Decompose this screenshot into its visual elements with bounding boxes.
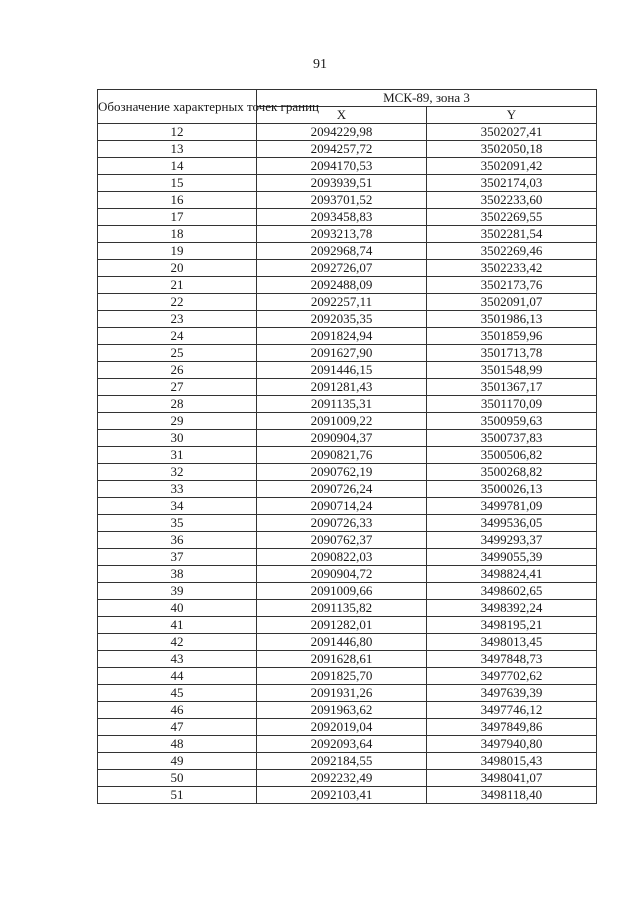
x-coordinate: 2093939,51 [257,175,427,192]
point-number: 21 [98,277,257,294]
y-coordinate: 3500506,82 [427,447,597,464]
y-coordinate: 3500737,83 [427,430,597,447]
y-coordinate: 3502050,18 [427,141,597,158]
y-coordinate: 3502091,42 [427,158,597,175]
x-coordinate: 2091009,66 [257,583,427,600]
coordinates-table [97,89,597,804]
x-coordinate: 2090904,37 [257,430,427,447]
table-row [98,158,597,175]
x-coordinate: 2090822,03 [257,549,427,566]
point-number: 45 [98,685,257,702]
point-number: 24 [98,328,257,345]
x-coordinate: 2094229,98 [257,124,427,141]
point-number: 35 [98,515,257,532]
table-body [98,124,597,804]
x-coordinate: 2090762,19 [257,464,427,481]
y-coordinate: 3501859,96 [427,328,597,345]
point-number: 30 [98,430,257,447]
point-number: 37 [98,549,257,566]
x-coordinate: 2092103,41 [257,787,427,804]
table-row [98,124,597,141]
point-number: 32 [98,464,257,481]
point-number: 51 [98,787,257,804]
table-row [98,736,597,753]
point-number: 20 [98,260,257,277]
table-row [98,498,597,515]
y-coordinate: 3502233,60 [427,192,597,209]
x-coordinate: 2092232,49 [257,770,427,787]
point-number: 29 [98,413,257,430]
table-row [98,379,597,396]
point-number: 28 [98,396,257,413]
point-number: 39 [98,583,257,600]
point-number: 38 [98,566,257,583]
table-row [98,668,597,685]
table-row [98,345,597,362]
x-coordinate: 2090714,24 [257,498,427,515]
x-coordinate: 2092019,04 [257,719,427,736]
y-coordinate: 3499293,37 [427,532,597,549]
y-coordinate: 3498041,07 [427,770,597,787]
x-coordinate: 2091627,90 [257,345,427,362]
table-row [98,532,597,549]
x-coordinate: 2094257,72 [257,141,427,158]
table-header [98,90,597,124]
x-coordinate: 2090821,76 [257,447,427,464]
header-y: Y [427,107,597,124]
point-number: 49 [98,753,257,770]
point-number: 48 [98,736,257,753]
x-coordinate: 2091282,01 [257,617,427,634]
table-row [98,583,597,600]
x-coordinate: 2090762,37 [257,532,427,549]
table-row [98,175,597,192]
point-number: 41 [98,617,257,634]
page-number: 91 [313,57,327,72]
table-row [98,413,597,430]
x-coordinate: 2094170,53 [257,158,427,175]
x-coordinate: 2090904,72 [257,566,427,583]
point-number: 33 [98,481,257,498]
header-coordinate-system: МСК-89, зона 3 [257,90,597,107]
y-coordinate: 3501986,13 [427,311,597,328]
table-row [98,209,597,226]
x-coordinate: 2091824,94 [257,328,427,345]
point-number: 15 [98,175,257,192]
table-row [98,600,597,617]
x-coordinate: 2091135,82 [257,600,427,617]
y-coordinate: 3497746,12 [427,702,597,719]
x-coordinate: 2092726,07 [257,260,427,277]
x-coordinate: 2090726,33 [257,515,427,532]
point-number: 17 [98,209,257,226]
y-coordinate: 3497940,80 [427,736,597,753]
x-coordinate: 2091963,62 [257,702,427,719]
table-row [98,328,597,345]
table-row [98,311,597,328]
x-coordinate: 2091135,31 [257,396,427,413]
x-coordinate: 2092184,55 [257,753,427,770]
y-coordinate: 3498118,40 [427,787,597,804]
x-coordinate: 2091931,26 [257,685,427,702]
point-number: 25 [98,345,257,362]
y-coordinate: 3500959,63 [427,413,597,430]
y-coordinate: 3497639,39 [427,685,597,702]
table-row [98,141,597,158]
point-number: 13 [98,141,257,158]
y-coordinate: 3502269,46 [427,243,597,260]
x-coordinate: 2092488,09 [257,277,427,294]
point-number: 23 [98,311,257,328]
y-coordinate: 3502233,42 [427,260,597,277]
table-row [98,566,597,583]
y-coordinate: 3502174,03 [427,175,597,192]
y-coordinate: 3502027,41 [427,124,597,141]
point-number: 22 [98,294,257,311]
table-row [98,685,597,702]
y-coordinate: 3497702,62 [427,668,597,685]
table-row [98,260,597,277]
x-coordinate: 2091009,22 [257,413,427,430]
point-number: 43 [98,651,257,668]
y-coordinate: 3498824,41 [427,566,597,583]
header-x: X [257,107,427,124]
x-coordinate: 2093458,83 [257,209,427,226]
table-row [98,464,597,481]
table-row [98,617,597,634]
y-coordinate: 3500026,13 [427,481,597,498]
x-coordinate: 2092093,64 [257,736,427,753]
table-row [98,243,597,260]
y-coordinate: 3501170,09 [427,396,597,413]
point-number: 46 [98,702,257,719]
table-row [98,277,597,294]
table-row [98,753,597,770]
table-row [98,481,597,498]
x-coordinate: 2092035,35 [257,311,427,328]
y-coordinate: 3498015,43 [427,753,597,770]
table-row [98,787,597,804]
x-coordinate: 2091281,43 [257,379,427,396]
point-number: 18 [98,226,257,243]
y-coordinate: 3502269,55 [427,209,597,226]
table-row [98,294,597,311]
table-row [98,362,597,379]
point-number: 42 [98,634,257,651]
x-coordinate: 2091628,61 [257,651,427,668]
table-row [98,634,597,651]
point-number: 16 [98,192,257,209]
y-coordinate: 3502281,54 [427,226,597,243]
x-coordinate: 2091446,80 [257,634,427,651]
y-coordinate: 3500268,82 [427,464,597,481]
x-coordinate: 2092257,11 [257,294,427,311]
point-number: 36 [98,532,257,549]
table-row [98,430,597,447]
y-coordinate: 3498013,45 [427,634,597,651]
table-row [98,226,597,243]
point-number: 44 [98,668,257,685]
x-coordinate: 2093701,52 [257,192,427,209]
point-number: 27 [98,379,257,396]
point-number: 14 [98,158,257,175]
y-coordinate: 3501713,78 [427,345,597,362]
point-number: 31 [98,447,257,464]
point-number: 12 [98,124,257,141]
x-coordinate: 2092968,74 [257,243,427,260]
table-row [98,396,597,413]
y-coordinate: 3502173,76 [427,277,597,294]
x-coordinate: 2091446,15 [257,362,427,379]
y-coordinate: 3499055,39 [427,549,597,566]
table-row [98,549,597,566]
point-number: 50 [98,770,257,787]
point-number: 40 [98,600,257,617]
point-number: 26 [98,362,257,379]
x-coordinate: 2093213,78 [257,226,427,243]
y-coordinate: 3501367,17 [427,379,597,396]
point-number: 34 [98,498,257,515]
table-row [98,770,597,787]
y-coordinate: 3502091,07 [427,294,597,311]
table-row [98,651,597,668]
table-row [98,702,597,719]
header-designation: Обозначение характерных точек границ [98,90,257,124]
x-coordinate: 2091825,70 [257,668,427,685]
table-row [98,719,597,736]
x-coordinate: 2090726,24 [257,481,427,498]
y-coordinate: 3499536,05 [427,515,597,532]
y-coordinate: 3501548,99 [427,362,597,379]
y-coordinate: 3498602,65 [427,583,597,600]
y-coordinate: 3498195,21 [427,617,597,634]
y-coordinate: 3497849,86 [427,719,597,736]
point-number: 47 [98,719,257,736]
table-row [98,515,597,532]
table-row [98,192,597,209]
y-coordinate: 3497848,73 [427,651,597,668]
y-coordinate: 3498392,24 [427,600,597,617]
table-row [98,447,597,464]
y-coordinate: 3499781,09 [427,498,597,515]
point-number: 19 [98,243,257,260]
